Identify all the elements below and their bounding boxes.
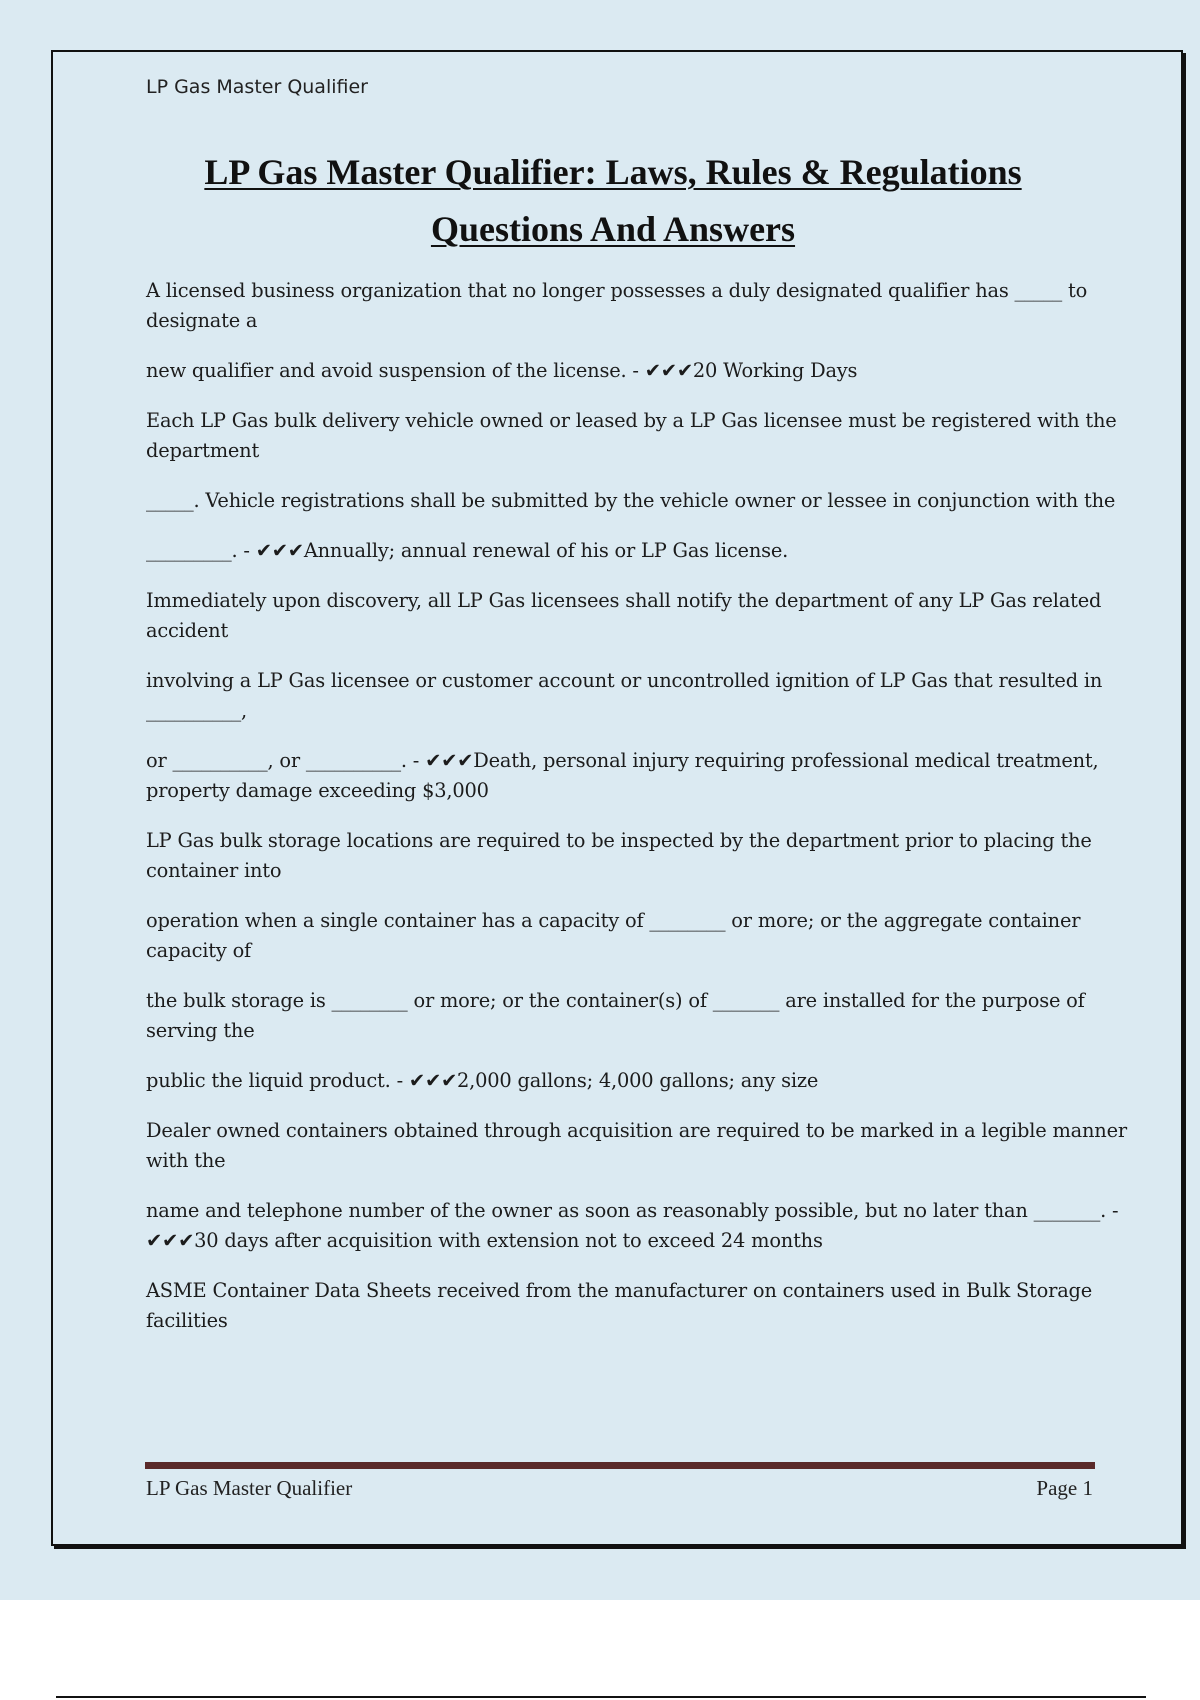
paragraph: involving a LP Gas licensee or customer account or uncontrolled ignition of LP Gas that resulted in __________, bbox=[146, 669, 1103, 722]
document-title bbox=[113, 144, 1113, 258]
page-number: Page 1 bbox=[1036, 1476, 1093, 1500]
paragraph: ASME Container Data Sheets received from the manufacturer on containers used in Bulk Storage facilities bbox=[146, 1279, 1093, 1332]
paragraph: LP Gas bulk storage locations are required to be inspected by the department prior to placing the container into bbox=[146, 829, 1092, 882]
paragraph: Immediately upon discovery, all LP Gas licensees shall notify the department of any LP Gas related accident bbox=[146, 589, 1102, 642]
footer-divider bbox=[145, 1462, 1095, 1468]
title-line-2: Questions And Answers bbox=[430, 209, 796, 249]
document-page bbox=[51, 50, 1183, 1546]
paragraph: Each LP Gas bulk delivery vehicle owned or leased by a LP Gas licensee must be registered with the department bbox=[146, 409, 1117, 462]
running-header: LP Gas Master Qualifier bbox=[146, 76, 368, 98]
title-line-1: LP Gas Master Qualifier: Laws, Rules & Regulations bbox=[204, 152, 1022, 192]
paragraph: new qualifier and avoid suspension of the license. - ✔✔✔20 Working Days bbox=[146, 359, 858, 382]
paragraph: public the liquid product. - ✔✔✔2,000 gallons; 4,000 gallons; any size bbox=[146, 1069, 819, 1092]
paragraph: Dealer owned containers obtained through acquisition are required to be marked in a legible manner with the bbox=[146, 1119, 1127, 1172]
running-footer: LP Gas Master Qualifier bbox=[146, 1476, 353, 1500]
paragraph: the bulk storage is ________ or more; or the container(s) of _______ are installed for the purpose of serving the bbox=[146, 989, 1085, 1042]
paragraph: _____. Vehicle registrations shall be submitted by the vehicle owner or lessee in conjunction with the bbox=[146, 489, 1116, 512]
paragraph: operation when a single container has a capacity of ________ or more; or the aggregate container capacity of bbox=[146, 909, 1081, 962]
paragraph: or __________, or __________. - ✔✔✔Death, personal injury requiring professional medical treatment, property damage exceeding $3,000 bbox=[146, 749, 1099, 802]
paragraph: _________. - ✔✔✔Annually; annual renewal of his or LP Gas license. bbox=[146, 539, 789, 562]
next-page-edge bbox=[56, 1696, 1146, 1698]
paragraph: name and telephone number of the owner as soon as reasonably possible, but no later than _______. - ✔✔✔30 days after acquisition with extension not to exceed 24 months bbox=[146, 1199, 1119, 1252]
paragraph: A licensed business organization that no longer possesses a duly designated qualifier has _____ to designate a bbox=[146, 279, 1088, 332]
question-answer-body bbox=[146, 276, 1141, 1356]
